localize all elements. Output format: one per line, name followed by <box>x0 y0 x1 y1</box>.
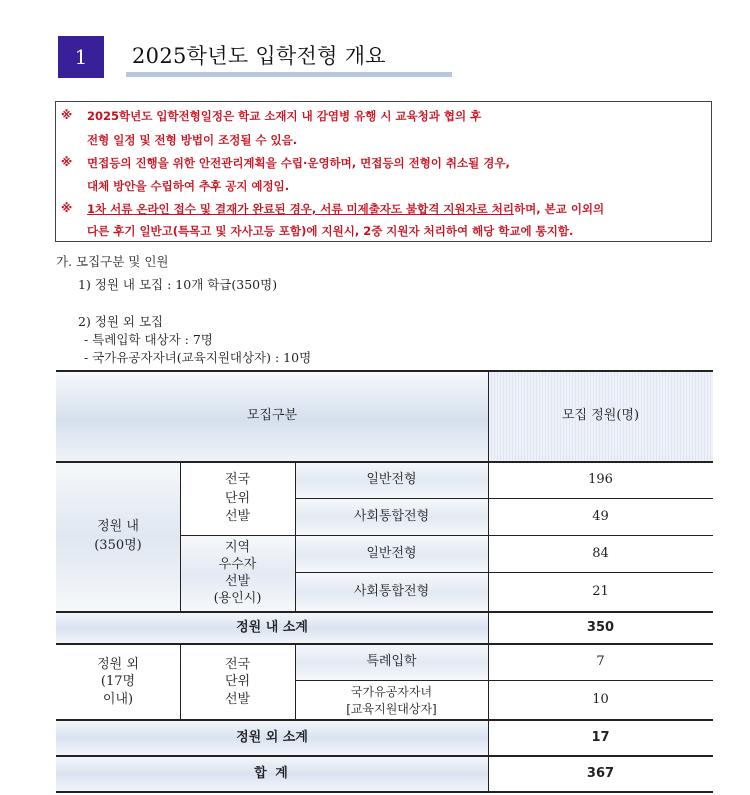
in-quota-subtotal-value: 350 <box>586 619 615 635</box>
out-quota-subtotal-label: 정원 외 소계 <box>56 720 488 756</box>
national-selection-label: 전국 단위 선발 <box>224 471 251 525</box>
table-border <box>56 461 713 463</box>
table-border <box>56 370 713 372</box>
regional-selection-label: 지역 우수자 선발 (용인시) <box>180 536 295 612</box>
special-admission-summary: - 특례입학 대상자 : 7명 <box>84 332 213 347</box>
table-gridline <box>56 719 713 721</box>
section-number-badge: 1 <box>58 36 104 78</box>
total-label: 합 계 <box>56 756 488 792</box>
in-quota-label: 정원 내 (350명) <box>56 462 180 612</box>
header-count: 모집 정원(명) <box>488 370 713 462</box>
table-gridline <box>295 572 713 573</box>
table-row-type: 국가유공자자녀 [교육지원대상자] <box>346 685 437 716</box>
table-gridline <box>180 462 181 612</box>
notice-mark: ※ <box>61 108 73 122</box>
table-row-type: 일반전형 <box>295 536 488 573</box>
table-gridline <box>295 498 713 499</box>
notice-mark: ※ <box>61 155 73 169</box>
table-gridline <box>56 611 713 613</box>
table-row-count: 7 <box>596 654 605 670</box>
table-row-count: 196 <box>588 472 613 488</box>
table-row-count: 10 <box>592 692 609 708</box>
section-heading: 가. 모집구분 및 인원 <box>56 254 169 269</box>
out-national-selection-label: 전국 단위 선발 <box>224 656 251 707</box>
out-quota-label: 정원 외 (17명 이내) <box>97 656 139 707</box>
table-border <box>56 791 713 793</box>
out-quota-heading: 2) 정원 외 모집 <box>78 314 164 329</box>
table-row-count: 21 <box>592 584 609 600</box>
title-underline <box>126 72 452 77</box>
table-row-type: 일반전형 <box>295 462 488 499</box>
table-row-count: 84 <box>592 546 609 562</box>
table-gridline <box>488 370 489 792</box>
table-gridline <box>56 643 713 645</box>
in-quota-subtotal-label: 정원 내 소계 <box>56 612 488 644</box>
table-gridline <box>295 680 713 681</box>
table-row-count: 49 <box>592 509 609 525</box>
notice-mark: ※ <box>61 201 73 215</box>
table-row-type: 특례입학 <box>295 644 488 681</box>
table-gridline <box>295 644 296 720</box>
table-row-type: 사회통합전형 <box>295 499 488 536</box>
header-category: 모집구분 <box>56 370 488 462</box>
in-quota-summary: 1) 정원 내 모집 : 10개 학급(350명) <box>78 277 278 292</box>
out-quota-subtotal-value: 17 <box>591 729 610 745</box>
table-row-type: 사회통합전형 <box>295 573 488 612</box>
table-gridline <box>180 644 181 720</box>
page-title: 2025학년도 입학전형 개요 <box>132 44 386 68</box>
veteran-children-summary: - 국가유공자자녀(교육지원대상자) : 10명 <box>84 350 312 365</box>
table-gridline <box>56 755 713 757</box>
total-value: 367 <box>586 765 615 781</box>
table-gridline <box>180 535 713 536</box>
admission-quota-table <box>56 370 713 794</box>
notice-box: ※ 2025학년도 입학전형일정은 학교 소재지 내 감염병 유행 시 교육청과 협의 후 전형 일정 및 전형 방법이 조정될 수 있음. ※ 면접등의 진행을 위한 안전관리계획을 수립·운영하며, 면접등의 전형이 취소될 경우, 대체 방안을 수립하여 추후 공지 예정임. ※ 1차 서류 온라인 접수 및 결재가 완료된 경우, 서류 미제출자도 불합격 지원자로 처리하며, 본교 이외의 다른 후기 일반고(특목고 및 자사고등 포함)에 지원시, 2중 지원자 처리하여 해당 학교에 통지함. <box>55 101 712 242</box>
table-gridline <box>295 462 296 612</box>
